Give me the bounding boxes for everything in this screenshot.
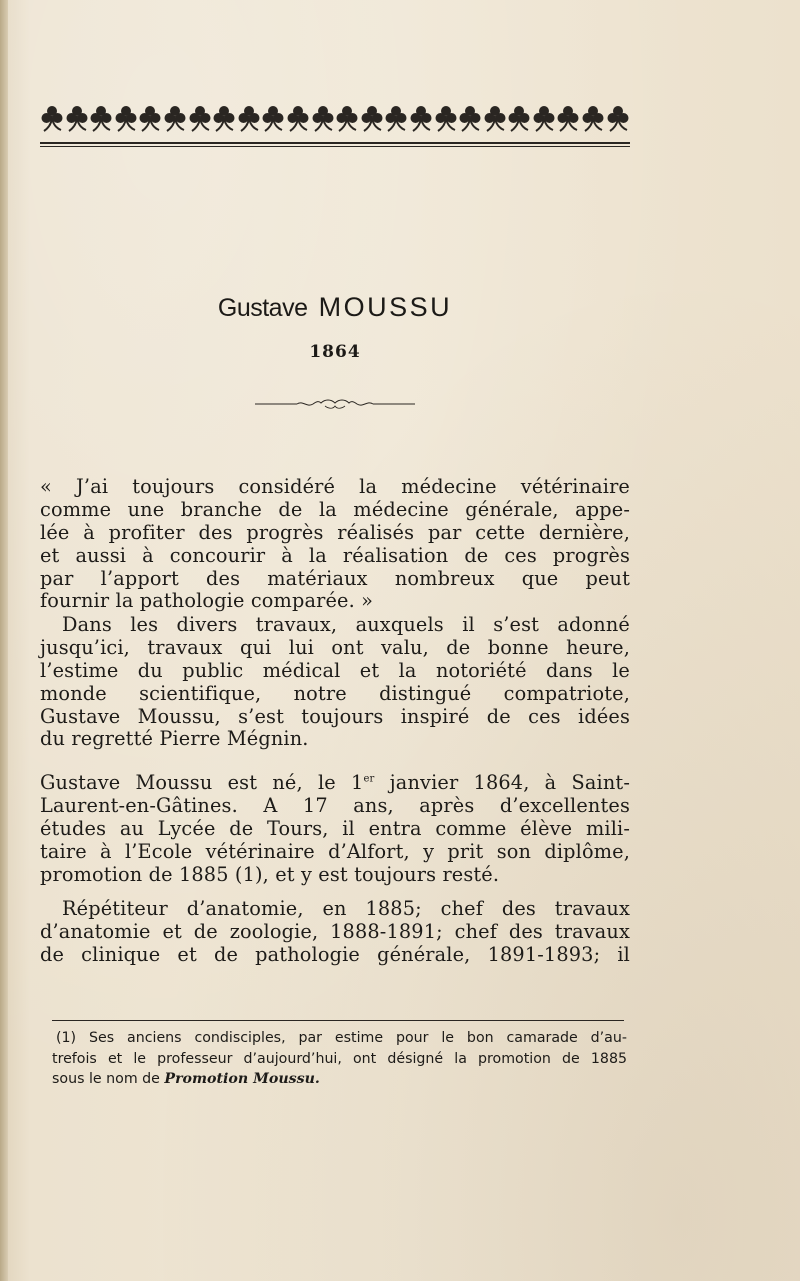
header-double-rule <box>40 142 630 147</box>
trefoil-club-icon <box>311 104 335 134</box>
trefoil-club-icon <box>556 104 580 134</box>
trefoil-club-icon <box>606 104 630 134</box>
trefoil-club-icon <box>65 104 89 134</box>
footnote-italic-title: Promotion Moussu. <box>164 1071 320 1087</box>
trefoil-club-icon <box>507 104 531 134</box>
quote-paragraph <box>40 476 630 613</box>
text-line: études au Lycée de Tours, il entra comme élève mili- <box>40 816 630 840</box>
text-line: fournir la pathologie comparée. » <box>40 589 374 613</box>
trefoil-club-icon <box>335 104 359 134</box>
text-line: Laurent-en-Gâtines. A 17 ans, après d’excellentes <box>40 793 630 817</box>
trefoil-club-icon <box>138 104 162 134</box>
title-year: 1864 <box>309 342 361 362</box>
text-line: du regretté Pierre Mégnin. <box>40 727 309 751</box>
trefoil-club-icon <box>261 104 285 134</box>
text-line: « J’ai toujours considéré la médecine vétérinaire <box>40 475 630 498</box>
text-line: jusqu’ici, travaux qui lui ont valu, de bonne heure, <box>40 635 630 659</box>
text-line: et aussi à concourir à la réalisation de ces progrès <box>40 543 630 567</box>
trefoil-club-icon <box>483 104 507 134</box>
trefoil-club-icon <box>286 104 310 134</box>
trefoil-club-icon <box>409 104 433 134</box>
trefoil-club-icon <box>163 104 187 134</box>
footnote <box>52 1028 627 1090</box>
text-line: Gustave Moussu, s’est toujours inspiré de ces idées <box>40 704 630 728</box>
trefoil-club-icon <box>360 104 384 134</box>
trefoil-club-icon <box>114 104 138 134</box>
text-line: taire à l’Ecole vétérinaire d’Alfort, y prit son diplôme, <box>40 839 630 863</box>
footnote-text: sous le nom de <box>52 1071 165 1087</box>
page-spine-shadow <box>0 0 8 1281</box>
intro-paragraph <box>40 614 630 751</box>
text-line: l’estime du public médical et la notoriété dans le <box>40 658 630 682</box>
trefoil-club-icon <box>40 104 64 134</box>
text-line <box>40 772 630 795</box>
footnote-line <box>52 1069 627 1090</box>
trefoil-club-icon <box>581 104 605 134</box>
birth-paragraph <box>40 772 630 886</box>
trefoil-club-icon <box>532 104 556 134</box>
title-given-name: Gustave <box>217 294 308 322</box>
footnote-line: trefois et le professeur d’aujourd’hui, ont désigné la promotion de 1885 <box>52 1050 627 1067</box>
text-line: d’anatomie et de zoologie, 1888-1891; chef des travaux <box>40 919 630 943</box>
footnote-line: (1) Ses anciens condisciples, par estime pour le bon camarade d’au- <box>56 1030 627 1046</box>
career-paragraph <box>40 898 630 967</box>
text-line: promotion de 1885 (1), et y est toujours resté. <box>40 862 500 886</box>
page-title <box>0 292 670 323</box>
text-line: Répétiteur d’anatomie, en 1885; chef des travaux <box>62 897 630 920</box>
trefoil-club-icon <box>237 104 261 134</box>
footnote-divider <box>52 1020 624 1021</box>
ornament-header <box>40 102 630 136</box>
trefoil-club-icon <box>384 104 408 134</box>
birth-place-text: janvier 1864, à Saint- <box>374 771 630 794</box>
text-line: par l’apport des matériaux nombreux que peut <box>40 566 630 590</box>
flourish-divider-icon <box>255 397 415 411</box>
ordinal-superscript: er <box>363 773 375 785</box>
trefoil-club-icon <box>458 104 482 134</box>
trefoil-club-icon <box>188 104 212 134</box>
trefoil-club-icon <box>89 104 113 134</box>
text-line: monde scientifique, notre distingué compatriote, <box>40 681 630 705</box>
text-line: de clinique et de pathologie générale, 1891-1893; il <box>40 942 630 966</box>
text-line: comme une branche de la médecine générale, appe- <box>40 497 630 521</box>
text-line: Dans les divers travaux, auxquels il s’est adonné <box>62 613 630 636</box>
trefoil-club-icon <box>212 104 236 134</box>
text-line: lée à profiter des progrès réalisés par cette dernière, <box>40 520 630 544</box>
title-surname: MOUSSU <box>318 292 453 322</box>
birth-date-text: Gustave Moussu est né, le 1 <box>40 771 364 794</box>
trefoil-club-icon <box>434 104 458 134</box>
